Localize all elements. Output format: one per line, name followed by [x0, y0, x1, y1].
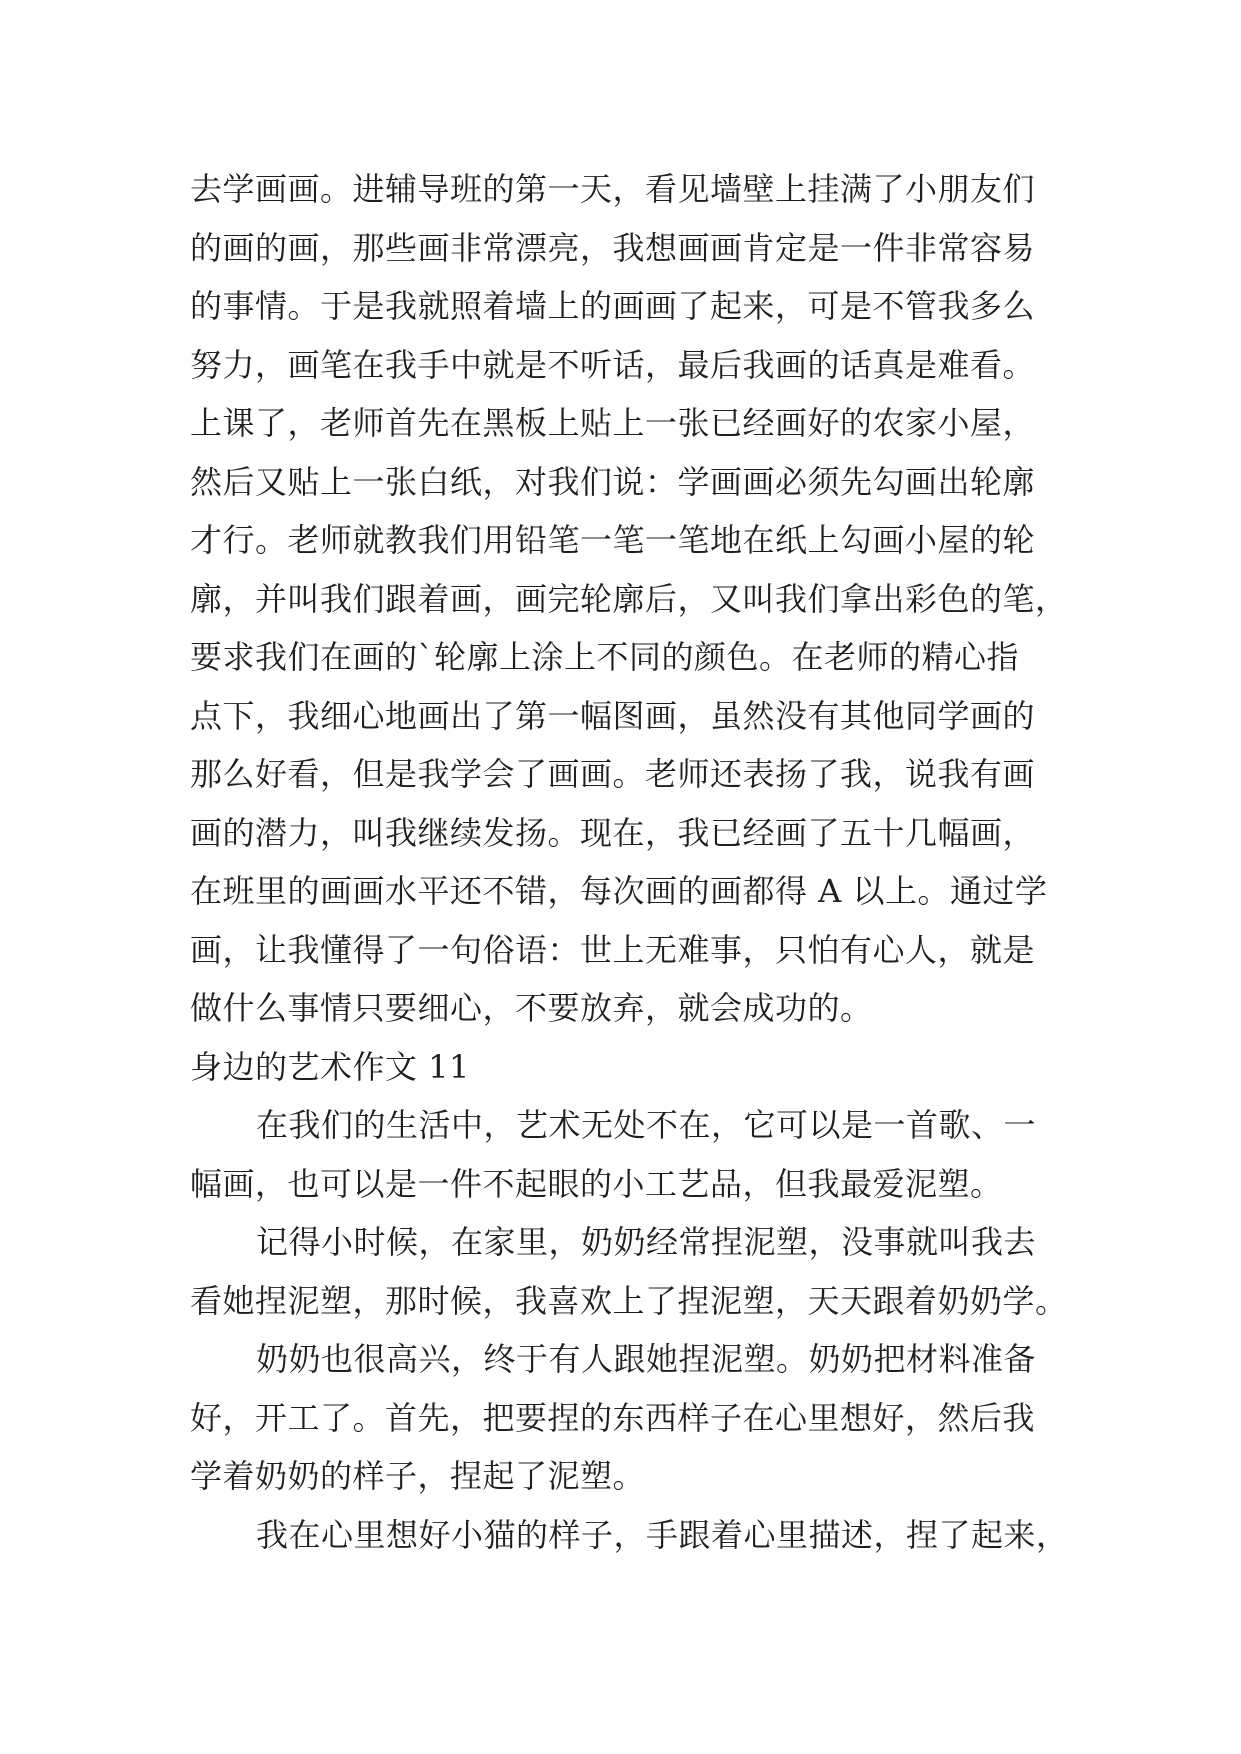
text-line: 幅画，也可以是一件不起眼的小工艺品，但我最爱泥塑。 — [190, 1164, 1003, 1203]
text-line: 点下，我细心地画出了第一幅图画，虽然没有其他同学画的 — [190, 696, 1036, 735]
paragraph — [190, 1506, 1090, 1565]
text-line: 去学画画。进辅导班的第一天，看见墙壁上挂满了小朋友们 — [190, 170, 1036, 208]
text-line: 然后又贴上一张白纸，对我们说：学画画必须先勾画出轮廓 — [190, 462, 1036, 501]
document-body — [190, 160, 1090, 1564]
text-line: 奶奶也很高兴，终于有人跟她捏泥塑。奶奶把材料准备 — [256, 1340, 1037, 1378]
text-line: 的事情。于是我就照着墙上的画画了起来，可是不管我多么 — [190, 287, 1036, 325]
text-line: 那么好看，但是我学会了画画。老师还表扬了我，说我有画 — [190, 755, 1036, 793]
text-line: 才行。老师就教我们用铅笔一笔一笔地在纸上勾画小屋的轮 — [190, 521, 1036, 559]
paragraph — [190, 1213, 1090, 1330]
text-line: 在我们的生活中，艺术无处不在，它可以是一首歌、一 — [256, 1106, 1037, 1144]
text-line: 画的潜力，叫我继续发扬。现在，我已经画了五十几幅画， — [190, 813, 1036, 852]
text-line: 画，让我懂得了一句俗语：世上无难事，只怕有心人，就是 — [190, 930, 1036, 969]
paragraph — [190, 160, 1090, 1038]
text-line: 要求我们在画的`轮廓上涂上不同的颜色。在老师的精心指 — [190, 638, 1020, 676]
paragraph — [190, 1330, 1090, 1506]
paragraph — [190, 1096, 1090, 1213]
text-line: 做什么事情只要细心，不要放弃，就会成功的。 — [190, 989, 873, 1027]
text-line: 努力，画笔在我手中就是不听话，最后我画的话真是难看。 — [190, 345, 1036, 384]
text-line: 我在心里想好小猫的样子，手跟着心里描述，捏了起来， — [256, 1515, 1069, 1554]
text-line: 的画的画，那些画非常漂亮，我想画画肯定是一件非常容易 — [190, 228, 1036, 267]
section-heading: 身边的艺术作文 11 — [190, 1047, 470, 1086]
text-line: 上课了，老师首先在黑板上贴上一张已经画好的农家小屋， — [190, 404, 1036, 442]
text-line: 在班里的画画水平还不错，每次画的画都得 A 以上。通过学 — [190, 872, 1048, 910]
text-line: 学着奶奶的样子，捏起了泥塑。 — [190, 1457, 646, 1495]
text-line: 记得小时候，在家里，奶奶经常捏泥塑，没事就叫我去 — [256, 1223, 1037, 1261]
text-line: 看她捏泥塑，那时候，我喜欢上了捏泥塑，天天跟着奶奶学。 — [190, 1281, 1068, 1320]
text-line: 好，开工了。首先，把要捏的东西样子在心里想好，然后我 — [190, 1398, 1036, 1437]
text-line: 廓，并叫我们跟着画，画完轮廓后，又叫我们拿出彩色的笔， — [190, 579, 1068, 618]
